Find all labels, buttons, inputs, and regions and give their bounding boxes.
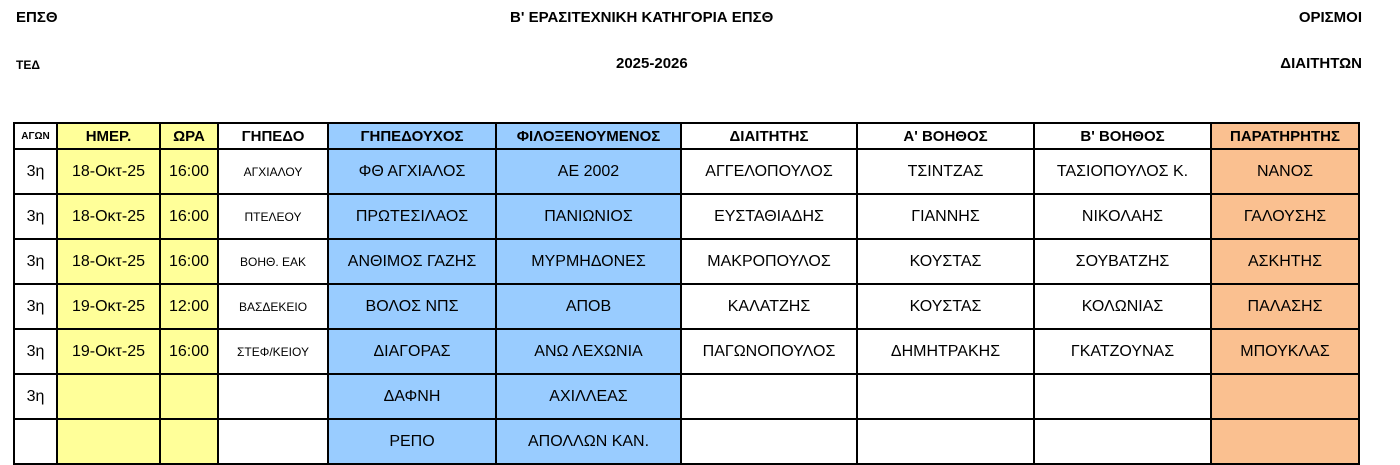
cell-venue: ΒΟΗΘ. ΕΑΚ	[218, 239, 328, 284]
cell-date: 19-Οκτ-25	[57, 329, 160, 374]
cell-time: 16:00	[160, 329, 218, 374]
col-header-match: ΑΓΩΝ	[14, 123, 57, 149]
col-header-assistant-b: Β' ΒΟΗΘΟΣ	[1034, 123, 1211, 149]
cell-home: ΒΟΛΟΣ ΝΠΣ	[328, 284, 496, 329]
cell-referee: ΕΥΣΤΑΘΙΑΔΗΣ	[681, 194, 857, 239]
cell-away: ΑΠΟΒ	[496, 284, 681, 329]
cell-date	[57, 374, 160, 419]
cell-away: ΑΠΟΛΛΩΝ ΚΑΝ.	[496, 419, 681, 464]
cell-away: ΑΧΙΛΛΕΑΣ	[496, 374, 681, 419]
cell-time	[160, 419, 218, 464]
col-header-away: ΦΙΛΟΞΕΝΟΥΜΕΝΟΣ	[496, 123, 681, 149]
cell-assistant-a: ΤΣΙΝΤΖΑΣ	[857, 149, 1034, 194]
cell-assistant-a: ΓΙΑΝΝΗΣ	[857, 194, 1034, 239]
col-header-venue: ΓΗΠΕΔΟ	[218, 123, 328, 149]
cell-observer	[1211, 419, 1359, 464]
table-row	[14, 419, 1359, 464]
col-header-observer: ΠΑΡΑΤΗΡΗΤΗΣ	[1211, 123, 1359, 149]
table-row	[14, 194, 1359, 239]
cell-time: 12:00	[160, 284, 218, 329]
header-title: Β' ΕΡΑΣΙΤΕΧΝΙΚΗ ΚΑΤΗΓΟΡΙΑ ΕΠΣΘ	[510, 9, 774, 26]
table-row	[14, 374, 1359, 419]
cell-observer: ΓΑΛΟΥΣΗΣ	[1211, 194, 1359, 239]
table-row	[14, 329, 1359, 374]
cell-match: 3η	[14, 194, 57, 239]
cell-assistant-a	[857, 374, 1034, 419]
header-row	[14, 123, 1359, 149]
cell-venue: ΣΤΕΦ/ΚΕΙΟΥ	[218, 329, 328, 374]
cell-referee: ΚΑΛΑΤΖΗΣ	[681, 284, 857, 329]
cell-date: 18-Οκτ-25	[57, 239, 160, 284]
cell-assistant-b: ΚΟΛΩΝΙΑΣ	[1034, 284, 1211, 329]
cell-match: 3η	[14, 374, 57, 419]
cell-venue	[218, 374, 328, 419]
cell-assistant-a: ΚΟΥΣΤΑΣ	[857, 284, 1034, 329]
cell-assistant-a: ΔΗΜΗΤΡΑΚΗΣ	[857, 329, 1034, 374]
cell-match: 3η	[14, 239, 57, 284]
cell-date: 19-Οκτ-25	[57, 284, 160, 329]
cell-home: ΑΝΘΙΜΟΣ ΓΑΖΗΣ	[328, 239, 496, 284]
cell-assistant-b: ΝΙΚΟΛΑΗΣ	[1034, 194, 1211, 239]
cell-referee	[681, 374, 857, 419]
cell-home: ΔΙΑΓΟΡΑΣ	[328, 329, 496, 374]
cell-away: ΑΝΩ ΛΕΧΩΝΙΑ	[496, 329, 681, 374]
cell-observer: ΑΣΚΗΤΗΣ	[1211, 239, 1359, 284]
cell-away: ΜΥΡΜΗΔΟΝΕΣ	[496, 239, 681, 284]
col-header-referee: ΔΙΑΙΤΗΤΗΣ	[681, 123, 857, 149]
cell-referee: ΑΓΓΕΛΟΠΟΥΛΟΣ	[681, 149, 857, 194]
cell-match: 3η	[14, 329, 57, 374]
col-header-assistant-a: Α' ΒΟΗΘΟΣ	[857, 123, 1034, 149]
assignments-table	[13, 122, 1360, 465]
cell-assistant-a	[857, 419, 1034, 464]
cell-observer: ΝΑΝΟΣ	[1211, 149, 1359, 194]
header-right-line2: ΔΙΑΙΤΗΤΩΝ	[1280, 55, 1362, 72]
cell-assistant-b: ΤΑΣΙΟΠΟΥΛΟΣ Κ.	[1034, 149, 1211, 194]
col-header-time: ΩΡΑ	[160, 123, 218, 149]
header-committee: ΤΕΔ	[16, 58, 40, 72]
col-header-date: ΗΜΕΡ.	[57, 123, 160, 149]
cell-assistant-b	[1034, 419, 1211, 464]
cell-observer: ΠΑΛΑΣΗΣ	[1211, 284, 1359, 329]
cell-time: 16:00	[160, 194, 218, 239]
cell-date	[57, 419, 160, 464]
table-row	[14, 149, 1359, 194]
cell-home: ΦΘ ΑΓΧΙΑΛΟΣ	[328, 149, 496, 194]
cell-home: ΠΡΩΤΕΣΙΛΑΟΣ	[328, 194, 496, 239]
cell-referee: ΜΑΚΡΟΠΟΥΛΟΣ	[681, 239, 857, 284]
cell-referee	[681, 419, 857, 464]
cell-home: ΡΕΠΟ	[328, 419, 496, 464]
cell-away: ΠΑΝΙΩΝΙΟΣ	[496, 194, 681, 239]
cell-match: 3η	[14, 284, 57, 329]
cell-match	[14, 419, 57, 464]
cell-observer	[1211, 374, 1359, 419]
cell-assistant-b: ΣΟΥΒΑΤΖΗΣ	[1034, 239, 1211, 284]
cell-venue	[218, 419, 328, 464]
col-header-home: ΓΗΠΕΔΟΥΧΟΣ	[328, 123, 496, 149]
header-org: ΕΠΣΘ	[16, 9, 58, 26]
cell-assistant-a: ΚΟΥΣΤΑΣ	[857, 239, 1034, 284]
cell-time	[160, 374, 218, 419]
cell-away: ΑΕ 2002	[496, 149, 681, 194]
cell-match: 3η	[14, 149, 57, 194]
cell-time: 16:00	[160, 239, 218, 284]
table-row	[14, 284, 1359, 329]
header-right-line1: ΟΡΙΣΜΟΙ	[1298, 9, 1362, 26]
cell-assistant-b: ΓΚΑΤΖΟΥΝΑΣ	[1034, 329, 1211, 374]
cell-assistant-b	[1034, 374, 1211, 419]
cell-venue: ΠΤΕΛΕΟΥ	[218, 194, 328, 239]
cell-venue: ΒΑΣΔΕΚΕΙΟ	[218, 284, 328, 329]
cell-date: 18-Οκτ-25	[57, 194, 160, 239]
cell-venue: ΑΓΧΙΑΛΟΥ	[218, 149, 328, 194]
header-season: 2025-2026	[616, 55, 688, 72]
cell-date: 18-Οκτ-25	[57, 149, 160, 194]
cell-home: ΔΑΦΝΗ	[328, 374, 496, 419]
cell-referee: ΠΑΓΩΝΟΠΟΥΛΟΣ	[681, 329, 857, 374]
table-row	[14, 239, 1359, 284]
cell-observer: ΜΠΟΥΚΛΑΣ	[1211, 329, 1359, 374]
cell-time: 16:00	[160, 149, 218, 194]
